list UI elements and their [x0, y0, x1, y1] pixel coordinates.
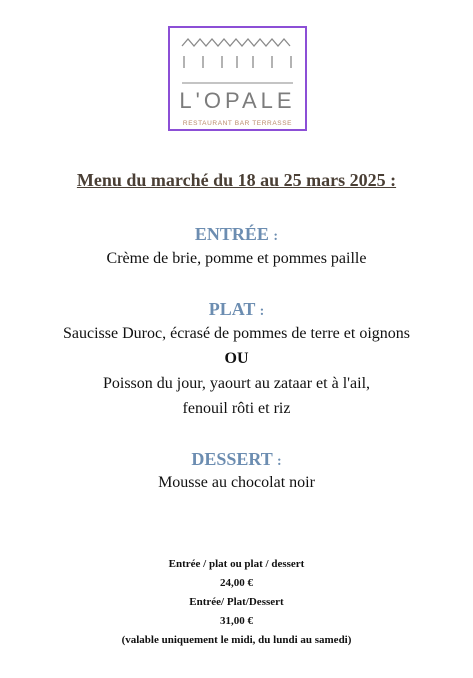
plat-separator: OU: [224, 350, 249, 367]
entree-heading-colon: :: [273, 229, 279, 244]
formula-1-label: Entrée / plat ou plat / dessert: [168, 558, 305, 570]
plat-heading-colon: :: [259, 304, 265, 319]
dessert-heading: [0, 449, 473, 470]
formula-2-price: 31,00 €: [220, 615, 253, 627]
logo-tagline: RESTAURANT BAR TERRASSE: [182, 120, 293, 127]
pricing-note: (valable uniquement le midi, du lundi au samedi): [121, 634, 352, 646]
dessert-dish: Mousse au chocolat noir: [158, 474, 315, 491]
plat-heading: [0, 299, 473, 320]
plat-heading-label: PLAT: [208, 299, 256, 319]
plat-option-2-line-1: Poisson du jour, yaourt au zataar et à l'ail,: [102, 375, 371, 392]
entree-heading: [0, 224, 473, 245]
restaurant-logo: [168, 26, 307, 131]
formula-1-price: 24,00 €: [220, 577, 253, 589]
entree-dish: Crème de brie, pomme et pommes paille: [106, 250, 367, 267]
entree-heading-label: ENTRÉE: [194, 224, 269, 244]
plat-option-2-line-2: fenouil rôti et riz: [182, 400, 291, 417]
dessert-heading-label: DESSERT: [191, 449, 273, 469]
dessert-heading-colon: :: [276, 454, 282, 469]
logo-name: L'OPALE: [179, 88, 296, 113]
plat-option-1: Saucisse Duroc, écrasé de pommes de terre et oignons: [63, 325, 410, 342]
formula-2-label: Entrée/ Plat/Dessert: [189, 596, 284, 608]
menu-title: Menu du marché du 18 au 25 mars 2025 :: [76, 170, 397, 190]
